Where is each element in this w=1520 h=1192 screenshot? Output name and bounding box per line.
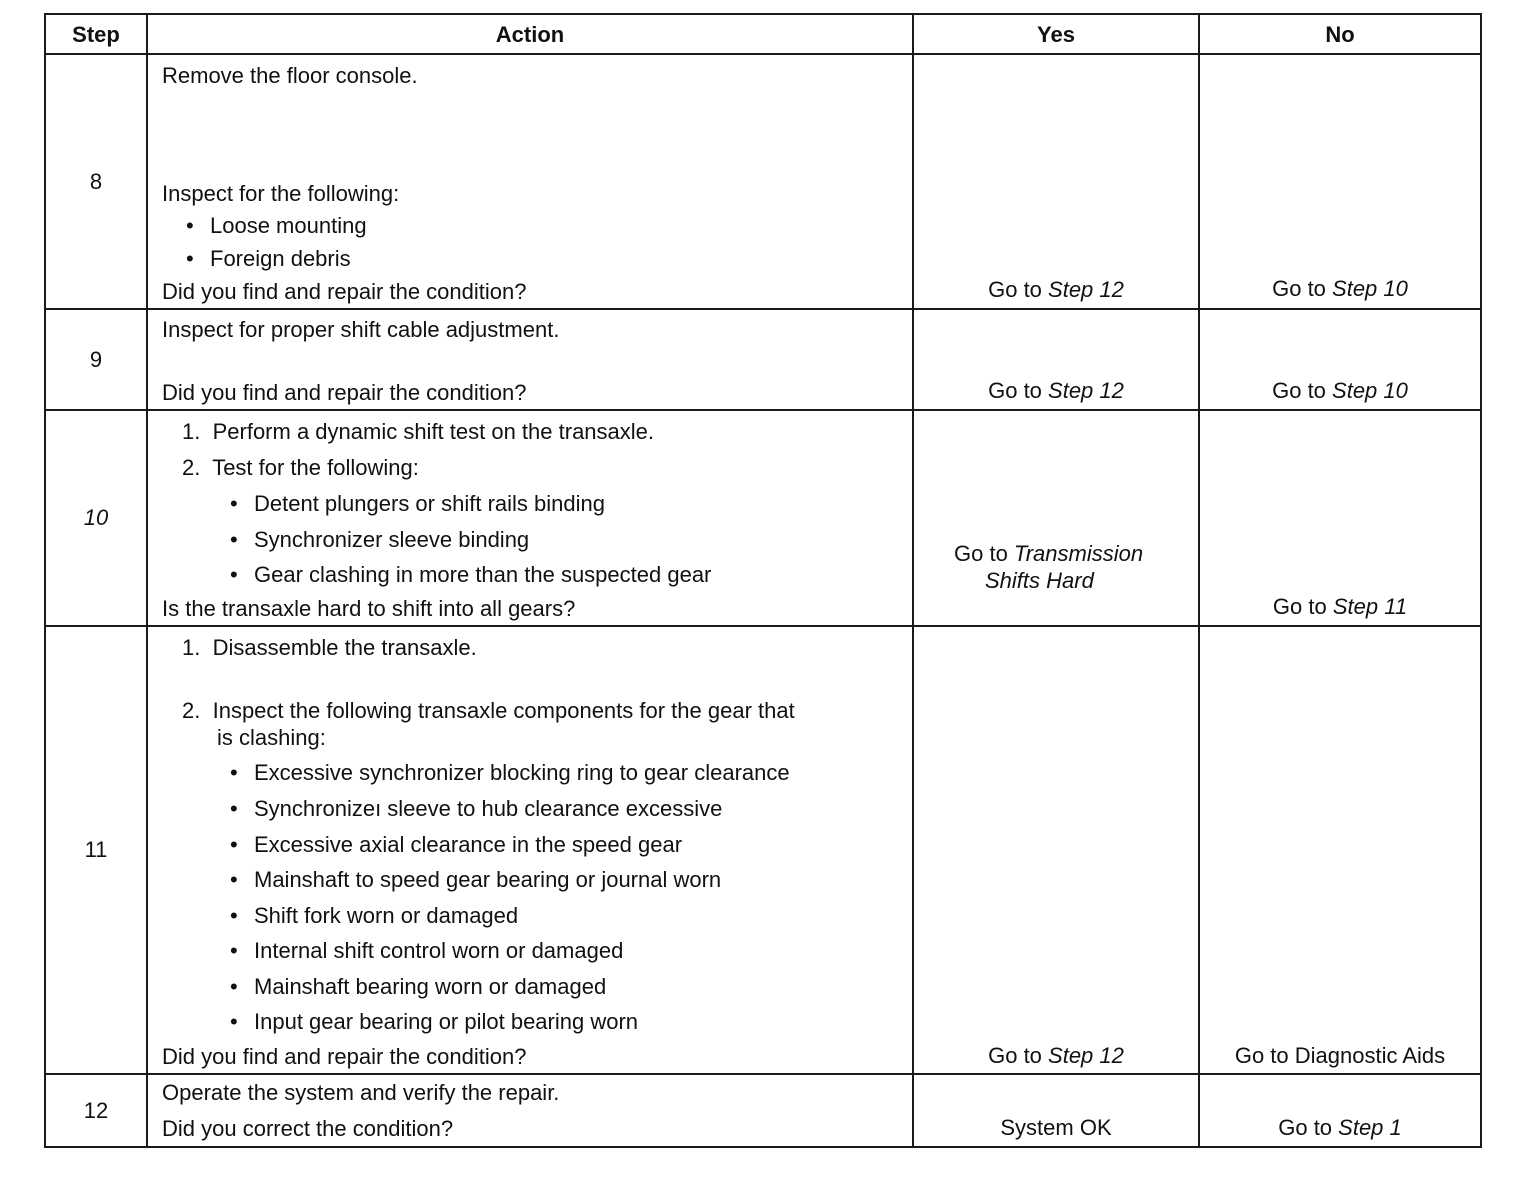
bullet-icon: •: [230, 796, 238, 821]
bullet-item: • Internal shift control worn or damaged: [230, 938, 624, 963]
no-cell: [1199, 309, 1481, 410]
step-number: 11: [45, 626, 147, 1074]
action-text: Inspect for the following:: [162, 181, 400, 206]
action-text: Inspect for proper shift cable adjustment.: [162, 317, 560, 342]
yes-cell: [913, 410, 1199, 626]
no-answer: Go to Step 10: [1272, 378, 1408, 403]
bullet-item: • Synchronizer sleeve binding: [230, 527, 530, 552]
no-answer: Go to Step 10: [1272, 276, 1408, 301]
table-row-step-11: [45, 626, 1481, 1074]
question-text: Did you find and repair the condition?: [162, 279, 527, 304]
bullet-item: • Input gear bearing or pilot bearing worn: [230, 1009, 639, 1034]
header-action: Action: [147, 14, 913, 54]
table-row-step-8: [45, 54, 1481, 309]
yes-answer: System OK: [1000, 1115, 1112, 1140]
bullet-icon: •: [230, 491, 238, 516]
bullet-icon: •: [230, 760, 238, 785]
no-cell: [1199, 54, 1481, 309]
action-cell: [147, 54, 913, 309]
bullet-item: • Mainshaft to speed gear bearing or journal worn: [230, 867, 722, 892]
bullet-item: • Excessive axial clearance in the speed gear: [230, 832, 683, 857]
yes-cell: [913, 626, 1199, 1074]
action-cell: [147, 309, 913, 410]
action-cell: [147, 1074, 913, 1147]
numbered-item: 2. Inspect the following transaxle components for the gear that: [182, 698, 795, 723]
yes-answer-continued: Shifts Hard: [985, 568, 1094, 593]
no-answer: Go to Diagnostic Aids: [1234, 1043, 1446, 1068]
no-cell: [1199, 626, 1481, 1074]
header-row: [45, 14, 1481, 54]
bullet-icon: •: [230, 903, 238, 928]
yes-cell: [913, 1074, 1199, 1147]
yes-answer: Go to Step 12: [988, 378, 1124, 403]
bullet-icon: •: [186, 246, 194, 271]
header-step: Step: [45, 14, 147, 54]
bullet-item: • Excessive synchronizer blocking ring to gear clearance: [230, 760, 790, 785]
bullet-icon: •: [230, 527, 238, 552]
step-number: 12: [45, 1074, 147, 1147]
yes-cell: [913, 309, 1199, 410]
action-cell: [147, 626, 913, 1074]
table-row-step-12: [45, 1074, 1481, 1147]
question-text: Did you find and repair the condition?: [162, 1044, 527, 1069]
step-number: 9: [45, 309, 147, 410]
question-text: Did you correct the condition?: [162, 1116, 454, 1141]
yes-answer: Go to Transmission: [954, 541, 1144, 566]
bullet-icon: •: [230, 867, 238, 892]
bullet-icon: •: [230, 938, 238, 963]
question-text: Is the transaxle hard to shift into all gears?: [162, 596, 576, 621]
numbered-item: 1. Perform a dynamic shift test on the transaxle.: [182, 419, 655, 444]
bullet-icon: •: [230, 1009, 238, 1034]
bullet-item: • Shift fork worn or damaged: [230, 903, 519, 928]
header-no: No: [1199, 14, 1481, 54]
yes-cell: [913, 54, 1199, 309]
table-row-step-9: [45, 309, 1481, 410]
yes-answer: Go to Step 12: [988, 277, 1124, 302]
bullet-icon: •: [230, 832, 238, 857]
question-text: Did you find and repair the condition?: [162, 380, 527, 405]
action-cell: [147, 410, 913, 626]
bullet-item: • Foreign debris: [186, 246, 351, 271]
table-row-step-10: [45, 410, 1481, 626]
no-cell: [1199, 1074, 1481, 1147]
numbered-item: 2. Test for the following:: [182, 455, 419, 480]
bullet-icon: •: [230, 562, 238, 587]
bullet-icon: •: [186, 213, 194, 238]
no-answer: Go to Step 1: [1278, 1115, 1402, 1140]
header-yes: Yes: [913, 14, 1199, 54]
numbered-item: 1. Disassemble the transaxle.: [182, 635, 477, 660]
step-number: 8: [45, 54, 147, 309]
step-number: 10: [45, 410, 147, 626]
bullet-item: • Gear clashing in more than the suspected gear: [230, 562, 712, 587]
bullet-item: • Detent plungers or shift rails binding: [230, 491, 605, 516]
action-text: Operate the system and verify the repair.: [162, 1080, 560, 1105]
bullet-item: • Synchronizeı sleeve to hub clearance excessive: [230, 796, 723, 821]
numbered-item-continued: is clashing:: [217, 725, 326, 750]
bullet-item: • Mainshaft bearing worn or damaged: [230, 974, 607, 999]
bullet-item: • Loose mounting: [186, 213, 367, 238]
no-cell: [1199, 410, 1481, 626]
yes-answer: Go to Step 12: [988, 1043, 1124, 1068]
action-text: Remove the floor console.: [162, 63, 418, 88]
no-answer: Go to Step 11: [1272, 594, 1408, 619]
diagnostic-table: [44, 13, 1482, 1148]
bullet-icon: •: [230, 974, 238, 999]
